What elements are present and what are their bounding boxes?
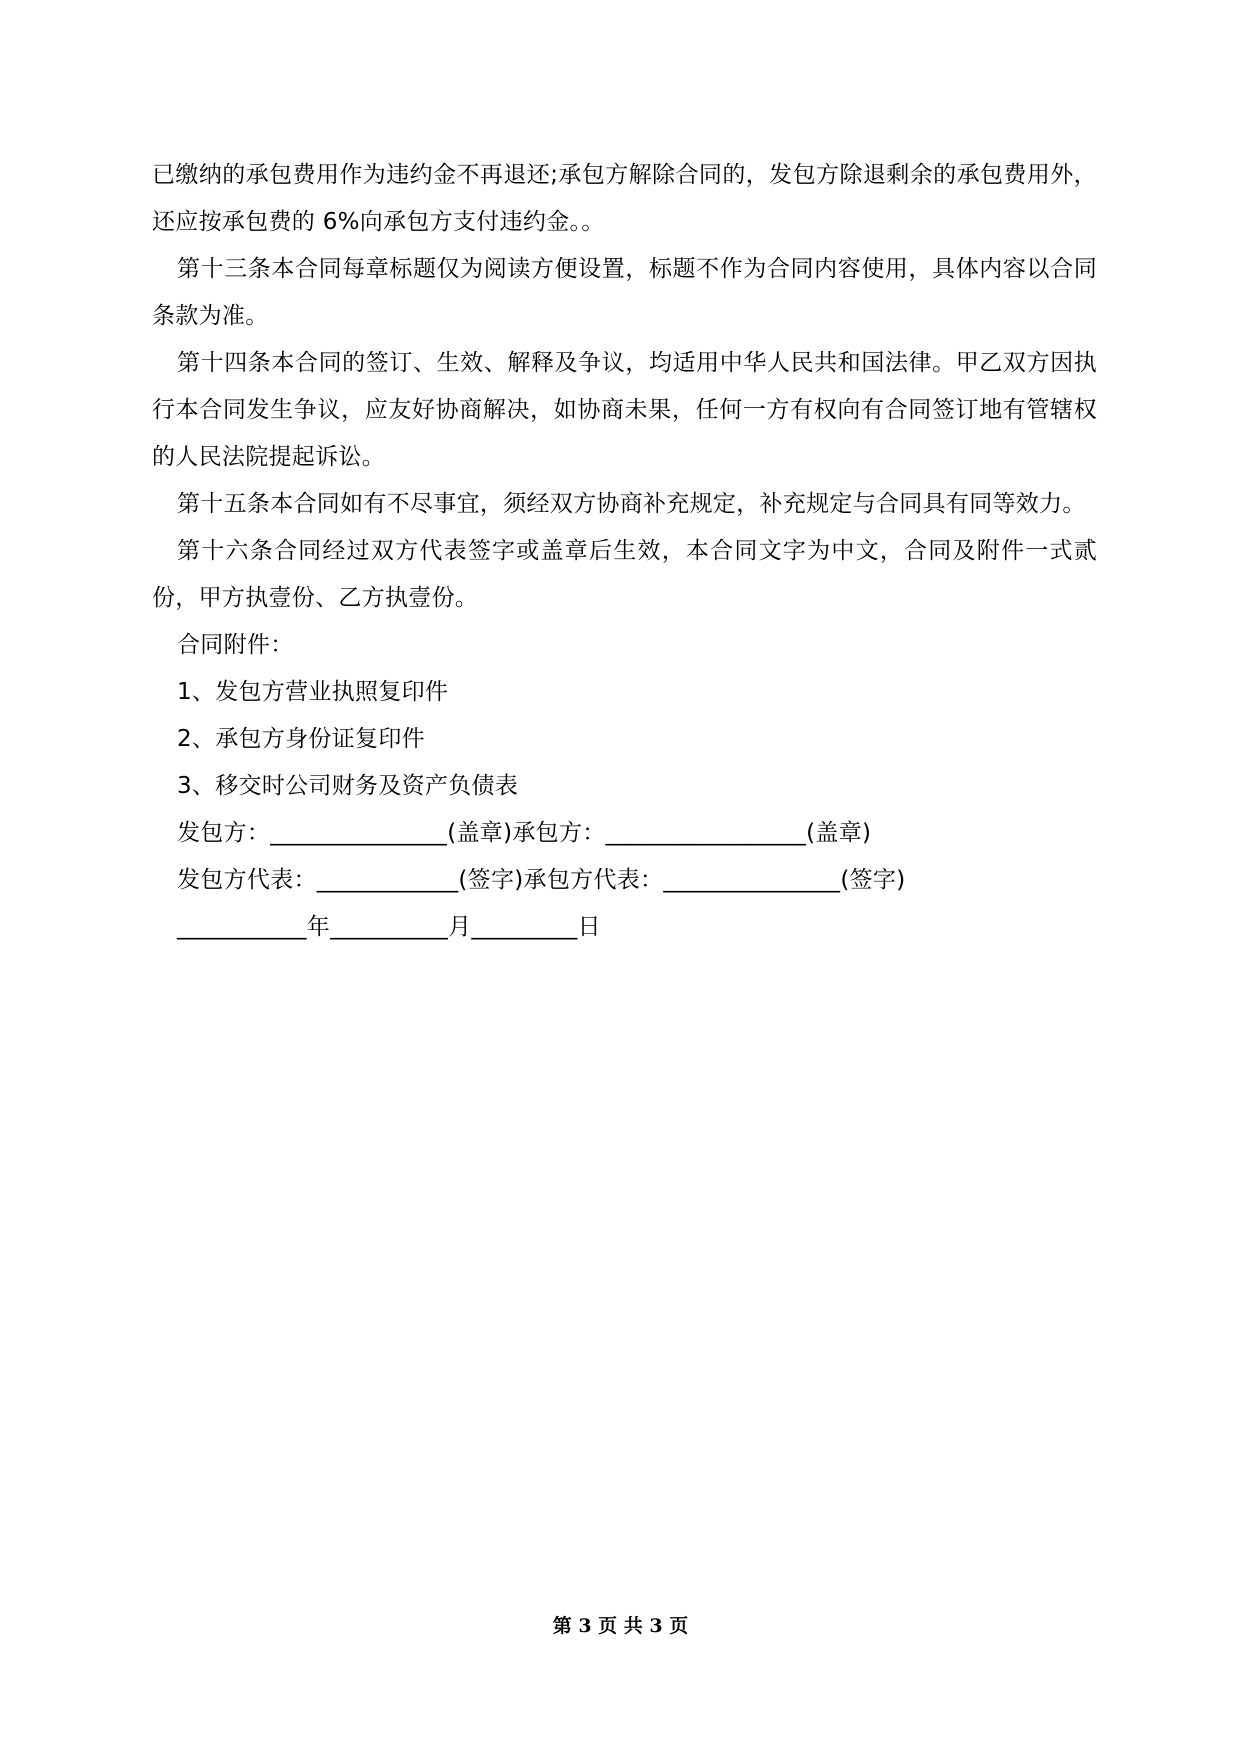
paragraph-continuation: 已缴纳的承包费用作为违约金不再退还;承包方解除合同的，发包方除退剩余的承包费用外，还应按承包费的 6%向承包方支付违约金。。 xyxy=(152,162,1097,235)
paragraph-article-16: 第十六条合同经过双方代表签字或盖章后生效，本合同文字为中文，合同及附件一式贰份，甲方执壹份、乙方执壹份。 xyxy=(152,538,1097,611)
attachment-item-3: 3、移交时公司财务及资产负债表 xyxy=(177,773,519,799)
page-footer: 第 3 页 共 3 页 xyxy=(552,1615,689,1637)
attachments-heading: 合同附件： xyxy=(177,632,294,658)
signature-line-representatives: 发包方代表：____________(签字)承包方代表：_______________(签字) xyxy=(177,867,906,893)
signature-line-parties: 发包方：_______________(盖章)承包方：_________________(盖章) xyxy=(177,820,872,846)
document-body xyxy=(152,152,1097,951)
paragraph-article-13: 第十三条本合同每章标题仅为阅读方便设置，标题不作为合同内容使用，具体内容以合同条款为准。 xyxy=(152,256,1097,329)
signature-line-date: ___________年__________月_________日 xyxy=(177,914,601,940)
attachment-item-1: 1、发包方营业执照复印件 xyxy=(177,679,449,705)
paragraph-article-14: 第十四条本合同的签订、生效、解释及争议，均适用中华人民共和国法律。甲乙双方因执行本合同发生争议，应友好协商解决，如协商未果，任何一方有权向有合同签订地有管辖权的人民法院提起诉讼。 xyxy=(152,350,1097,470)
paragraph-article-15: 第十五条本合同如有不尽事宜，须经双方协商补充规定，补充规定与合同具有同等效力。 xyxy=(177,491,1086,517)
attachment-item-2: 2、承包方身份证复印件 xyxy=(177,726,425,752)
